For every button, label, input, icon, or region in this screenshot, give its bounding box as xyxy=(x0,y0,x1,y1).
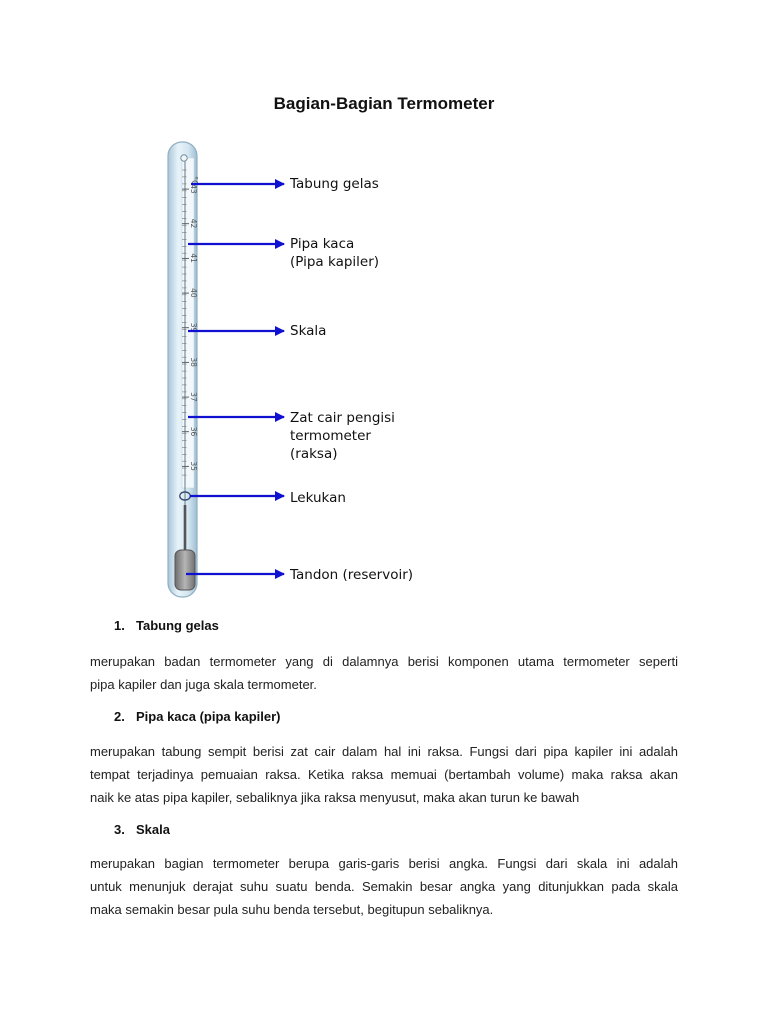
label-zat-cair-line1: Zat cair pengisi xyxy=(290,410,395,426)
label-pipa-kaca-line2: (Pipa kapiler) xyxy=(290,254,380,270)
paragraph-line: merupakan bagian termometer berupa garis-garis berisi angka. Fungsi dari skala ini adalah xyxy=(90,856,678,871)
paragraph-line: tempat terjadinya pemuaian raksa. Ketika raksa memuai (bertambah volume) maka raksa akan xyxy=(90,767,678,782)
mercury-reservoir xyxy=(175,550,195,590)
label-lekukan: Lekukan xyxy=(290,490,346,506)
paragraph-line: merupakan badan termometer yang di dalamnya berisi komponen utama termometer seperti xyxy=(90,654,678,669)
section-heading xyxy=(114,618,219,633)
unit-label: °C xyxy=(190,176,199,186)
label-tandon: Tandon (reservoir) xyxy=(290,567,414,583)
mercury-column xyxy=(184,505,187,550)
scale-number: 37 xyxy=(189,392,198,402)
thermometer-diagram xyxy=(0,130,768,610)
label-pipa-kaca-line1: Pipa kaca xyxy=(290,236,355,252)
paragraph-line: maka semakin besar pula suhu benda tersebut, begitupun sebaliknya. xyxy=(90,902,494,917)
scale-number: 42 xyxy=(189,218,198,229)
section-number: 1. xyxy=(114,618,125,633)
label-zat-cair-line3: (raksa) xyxy=(290,446,338,462)
section-heading xyxy=(114,709,281,724)
scale-number: 35 xyxy=(189,461,198,471)
page-title: Bagian-Bagian Termometer xyxy=(273,94,495,113)
section-paragraph xyxy=(90,740,678,809)
section-number: 3. xyxy=(114,822,125,837)
paragraph-line: merupakan tabung sempit berisi zat cair dalam hal ini raksa. Fungsi dari pipa kapiler ini adalah xyxy=(90,744,678,759)
scale-number: 41 xyxy=(189,253,198,263)
section-number: 2. xyxy=(114,709,125,724)
section-title: Pipa kaca (pipa kapiler) xyxy=(136,709,281,724)
paragraph-line: pipa kapiler dan juga skala termometer. xyxy=(90,677,317,692)
label-skala: Skala xyxy=(290,323,327,339)
scale-number: 38 xyxy=(189,357,198,367)
scale-number: 43 xyxy=(189,184,198,194)
scale-number: 40 xyxy=(189,288,198,298)
label-zat-cair-line2: termometer xyxy=(290,428,371,444)
scale-number: 39 xyxy=(189,322,198,333)
section-paragraph xyxy=(90,852,678,921)
section-paragraph xyxy=(90,650,678,696)
label-pipa-kaca xyxy=(290,235,379,271)
paragraph-line: naik ke atas pipa kapiler, sebaliknya jika raksa menyusut, maka akan turun ke bawah xyxy=(90,790,580,805)
scale-number: 36 xyxy=(189,426,198,437)
label-tabung-gelas: Tabung gelas xyxy=(290,176,379,192)
thermometer-illustration xyxy=(0,130,768,610)
paragraph-line: untuk menunjuk derajat suhu suatu benda. Semakin besar angka yang ditunjukkan pada skala xyxy=(90,879,678,894)
label-zat-cair xyxy=(290,409,395,463)
section-title: Skala xyxy=(136,822,170,837)
section-heading xyxy=(114,822,170,837)
section-title: Tabung gelas xyxy=(136,618,219,633)
